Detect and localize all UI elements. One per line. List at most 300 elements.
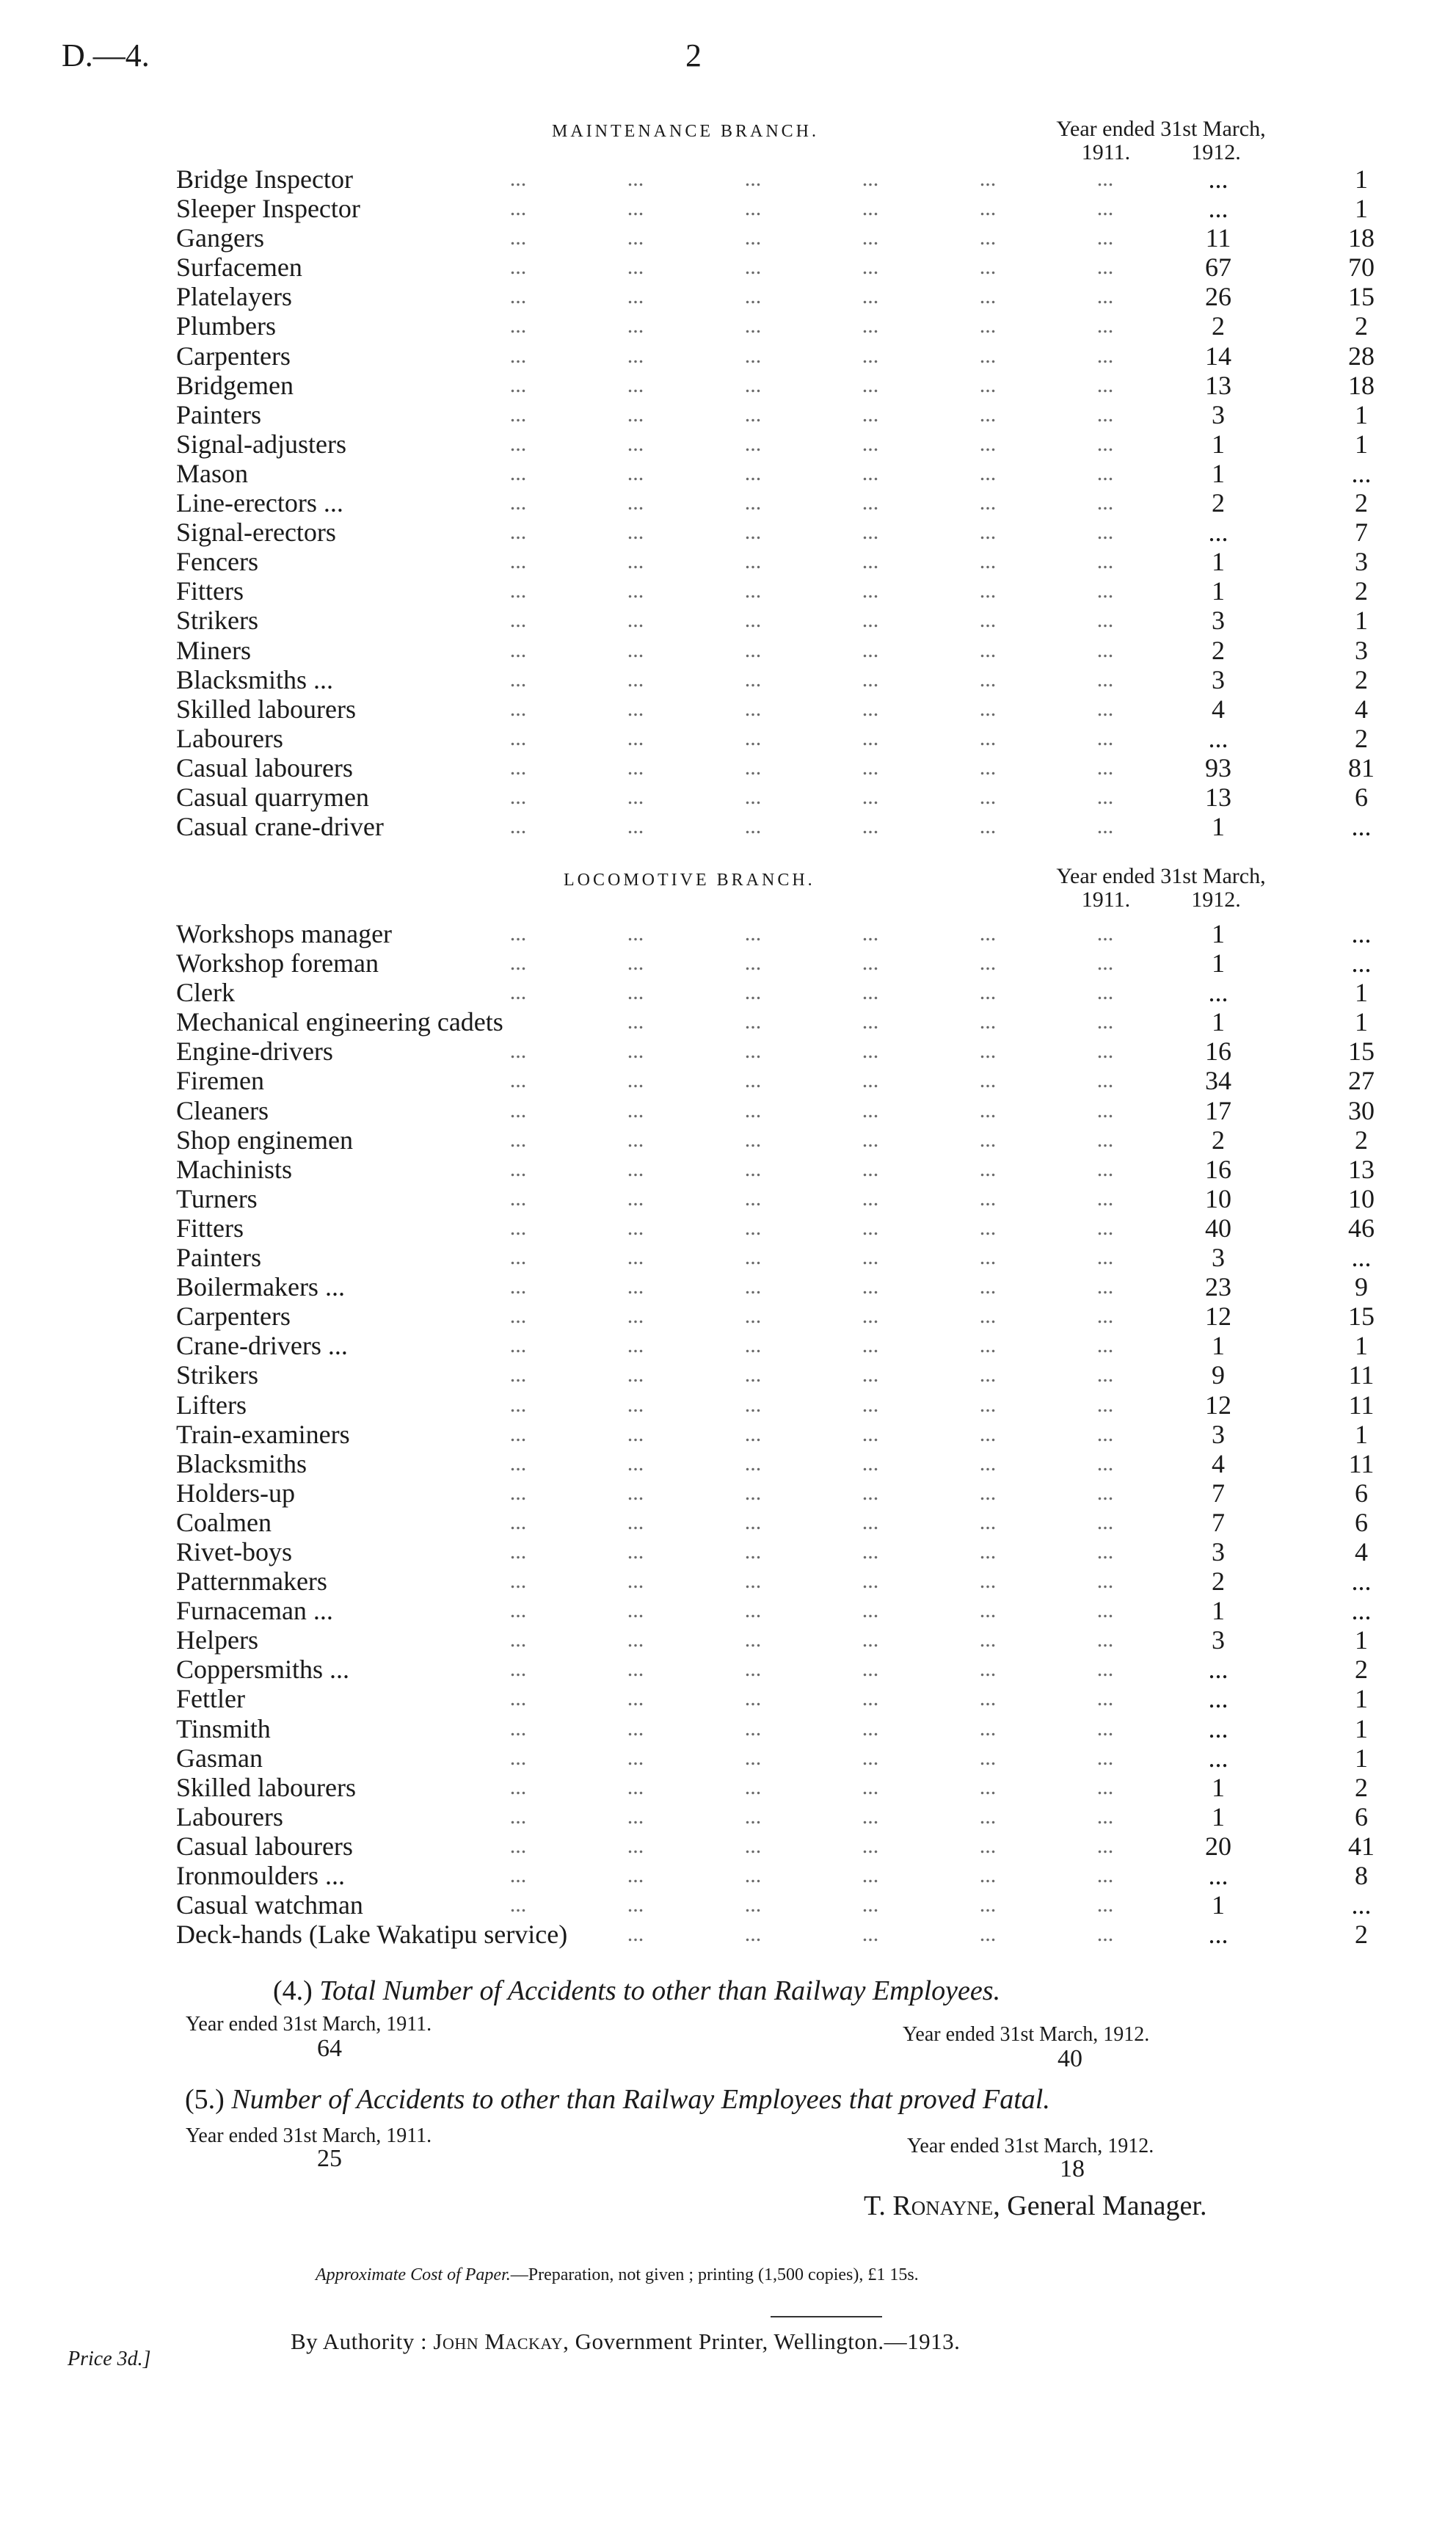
leader-dots: ... (744, 1333, 762, 1358)
section-title-text: Number of Accidents to other than Railway Employees that proved Fatal. (231, 2084, 1050, 2115)
leader-dots: ... (744, 1392, 762, 1417)
row-label: Crane-drivers ... (176, 1331, 348, 1361)
value-1912: 11 (1348, 1390, 1375, 1420)
leader-dots: ... (744, 520, 762, 545)
leader-dots: ... (744, 608, 762, 633)
leader-dots: ... (979, 784, 997, 809)
leader-dots: ... (979, 1097, 997, 1122)
value-1912: 1 (1355, 1713, 1368, 1743)
leader-dots: ... (744, 1039, 762, 1064)
leader-dots: ... (1096, 1068, 1114, 1093)
leader-dots: ... (744, 1097, 762, 1122)
value-1911: ... (1208, 1861, 1228, 1890)
leader-dots: ... (509, 1657, 527, 1682)
leader-dots: ... (627, 1097, 644, 1122)
cost-note (316, 2265, 919, 2285)
value-1911: 2 (1212, 1125, 1225, 1155)
value-1911: 2 (1212, 1567, 1225, 1597)
leader-dots: ... (627, 431, 644, 456)
value-1911: 1 (1212, 948, 1225, 979)
row-label: Plumbers (176, 311, 277, 341)
leader-dots: ... (627, 667, 644, 691)
leader-dots: ... (862, 1068, 879, 1093)
value-1912: 27 (1348, 1066, 1375, 1096)
leader-dots: ... (744, 951, 762, 976)
value-1911: 17 (1205, 1095, 1231, 1125)
leader-dots: ... (979, 1509, 997, 1534)
leader-dots: ... (627, 520, 644, 545)
leader-dots: ... (979, 1774, 997, 1799)
leader-dots: ... (1096, 431, 1114, 456)
table-row (176, 1713, 1368, 1743)
value-1911: 14 (1205, 341, 1231, 371)
leader-dots: ... (627, 1274, 644, 1299)
leader-dots: ... (1096, 225, 1114, 250)
value-1911: 3 (1212, 664, 1225, 694)
table-row (176, 1125, 1368, 1155)
leader-dots: ... (1096, 1215, 1114, 1240)
leader-dots: ... (979, 1392, 997, 1417)
accidents-total-1911-value: 64 (317, 2035, 342, 2062)
leader-dots: ... (1096, 1127, 1114, 1152)
accidents-total-title (273, 1975, 1000, 2007)
row-label: Surfacemen (176, 253, 302, 283)
value-1911: 3 (1212, 1625, 1225, 1655)
table-row (176, 1596, 1372, 1626)
leader-dots: ... (1096, 1421, 1114, 1446)
value-1911: 1 (1212, 919, 1225, 948)
leader-dots: ... (1096, 951, 1114, 976)
leader-dots: ... (744, 980, 762, 1005)
leader-dots: ... (509, 1039, 527, 1064)
leader-dots: ... (509, 578, 527, 603)
leader-dots: ... (509, 1245, 527, 1270)
leader-dots: ... (862, 980, 879, 1005)
row-label: Ironmoulders ... (176, 1861, 345, 1890)
authority-suffix: , Government Printer, Wellington.—1913. (563, 2328, 961, 2354)
leader-dots: ... (1096, 1569, 1114, 1594)
table-row (176, 1066, 1375, 1096)
leader-dots: ... (1096, 1392, 1114, 1417)
leader-dots: ... (744, 1892, 762, 1917)
row-label: Casual quarrymen (176, 782, 369, 812)
leader-dots: ... (862, 1598, 879, 1623)
value-1912: 1 (1355, 429, 1368, 459)
leader-dots: ... (744, 1686, 762, 1711)
leader-dots: ... (1096, 1774, 1114, 1799)
value-1912: 30 (1348, 1095, 1375, 1125)
leader-dots: ... (979, 225, 997, 250)
value-1912: 1 (1355, 978, 1368, 1008)
row-label: Strikers (176, 1360, 258, 1390)
accidents-total-1912-label: Year ended 31st March, 1912. (903, 2023, 1150, 2046)
leader-dots: ... (1096, 1804, 1114, 1829)
row-label: Patternmakers (176, 1567, 327, 1597)
leader-dots: ... (1096, 725, 1114, 750)
value-1912: 18 (1348, 223, 1375, 253)
table-row (176, 458, 1372, 488)
leader-dots: ... (979, 196, 997, 221)
table-row (176, 1360, 1375, 1390)
row-label: Painters (176, 399, 261, 429)
value-1912: 9 (1355, 1272, 1368, 1302)
leader-dots: ... (509, 431, 527, 456)
value-1911: 23 (1205, 1272, 1231, 1302)
leader-dots: ... (627, 284, 644, 309)
leader-dots: ... (509, 1569, 527, 1594)
leader-dots: ... (862, 1421, 879, 1446)
row-label: Signal-adjusters (176, 429, 346, 459)
value-1912: 2 (1355, 1655, 1368, 1685)
leader-dots: ... (979, 1804, 997, 1829)
leader-dots: ... (862, 284, 879, 309)
value-1912: 1 (1355, 399, 1368, 429)
leader-dots: ... (979, 1745, 997, 1770)
table-row (176, 1390, 1375, 1420)
leader-dots: ... (862, 1392, 879, 1417)
leader-dots: ... (509, 549, 527, 574)
leader-dots: ... (627, 1716, 644, 1740)
leader-dots: ... (979, 637, 997, 662)
table-row (176, 488, 1368, 518)
row-label: Blacksmiths (176, 1448, 307, 1478)
leader-dots: ... (509, 1186, 527, 1210)
value-1911: 93 (1205, 752, 1231, 783)
leader-dots: ... (744, 696, 762, 721)
leader-dots: ... (862, 578, 879, 603)
table-row (176, 1213, 1375, 1243)
leader-dots: ... (1096, 1598, 1114, 1623)
leader-dots: ... (627, 1333, 644, 1358)
leader-dots: ... (862, 1097, 879, 1122)
leader-dots: ... (979, 1304, 997, 1329)
leader-dots: ... (979, 1833, 997, 1858)
value-1911: 13 (1205, 782, 1231, 812)
leader-dots: ... (862, 167, 879, 191)
leader-dots: ... (744, 755, 762, 780)
row-label: Fettler (176, 1684, 245, 1714)
row-label: Casual labourers (176, 1831, 353, 1861)
leader-dots: ... (627, 402, 644, 426)
leader-dots: ... (979, 490, 997, 515)
leader-dots: ... (509, 1539, 527, 1564)
value-1911: 1 (1212, 458, 1225, 488)
leader-dots: ... (509, 1392, 527, 1417)
leader-dots: ... (744, 1304, 762, 1329)
row-label: Boilermakers ... (176, 1272, 345, 1302)
value-1912: 46 (1348, 1213, 1375, 1243)
leader-dots: ... (744, 1215, 762, 1240)
row-label: Workshops manager (176, 919, 393, 948)
row-label: Engine-drivers (176, 1037, 333, 1067)
leader-dots: ... (627, 1421, 644, 1446)
leader-dots: ... (979, 578, 997, 603)
leader-dots: ... (627, 225, 644, 250)
value-1912: 4 (1355, 1536, 1368, 1567)
leader-dots: ... (627, 1156, 644, 1181)
leader-dots: ... (979, 431, 997, 456)
value-1911: 3 (1212, 399, 1225, 429)
leader-dots: ... (862, 1215, 879, 1240)
leader-dots: ... (509, 696, 527, 721)
document-reference: D.—4. (62, 37, 150, 73)
value-1911: 1 (1212, 547, 1225, 577)
value-1911: 1 (1212, 1596, 1225, 1626)
leader-dots: ... (509, 1156, 527, 1181)
row-label: Bridge Inspector (176, 164, 353, 194)
value-1911: 67 (1205, 253, 1231, 283)
leader-dots: ... (744, 1539, 762, 1564)
value-1912: 8 (1355, 1861, 1368, 1890)
leader-dots: ... (862, 1186, 879, 1210)
leader-dots: ... (509, 1480, 527, 1505)
leader-dots: ... (1096, 313, 1114, 338)
value-1912: 1 (1355, 1331, 1368, 1361)
leader-dots: ... (979, 951, 997, 976)
leader-dots: ... (627, 343, 644, 368)
year-1912-label: 1912. (1191, 140, 1241, 164)
value-1912: 1 (1355, 194, 1368, 224)
leader-dots: ... (744, 1156, 762, 1181)
leader-dots: ... (979, 1421, 997, 1446)
value-1912: 2 (1355, 723, 1368, 753)
leader-dots: ... (509, 608, 527, 633)
leader-dots: ... (979, 1598, 997, 1623)
table-row (176, 1890, 1372, 1920)
row-label: Casual watchman (176, 1890, 363, 1920)
leader-dots: ... (509, 980, 527, 1005)
leader-dots: ... (862, 1863, 879, 1887)
value-1912: ... (1351, 812, 1372, 842)
table-row (176, 812, 1372, 842)
leader-dots: ... (627, 755, 644, 780)
cost-label: Approximate Cost of Paper. (316, 2265, 511, 2284)
accidents-total-1912-value: 40 (1058, 2045, 1082, 2072)
table-row (176, 429, 1368, 459)
leader-dots: ... (1096, 755, 1114, 780)
leader-dots: ... (862, 1274, 879, 1299)
leader-dots: ... (744, 784, 762, 809)
value-1911: 4 (1212, 1448, 1225, 1478)
leader-dots: ... (862, 431, 879, 456)
value-1911: 11 (1205, 223, 1231, 253)
value-1912: 6 (1355, 1801, 1368, 1832)
row-label: Lifters (176, 1390, 247, 1420)
value-1912: 1 (1355, 1743, 1368, 1773)
value-1912: 15 (1348, 282, 1375, 312)
leader-dots: ... (862, 1569, 879, 1594)
table-row (176, 194, 1368, 224)
year-1911-label: 1911. (1081, 887, 1131, 912)
table-row (176, 1861, 1368, 1890)
leader-dots: ... (862, 1509, 879, 1534)
leader-dots: ... (862, 1127, 879, 1152)
leader-dots: ... (862, 1892, 879, 1917)
leader-dots: ... (862, 402, 879, 426)
row-label: Helpers (176, 1625, 258, 1655)
table-row (176, 1567, 1372, 1597)
leader-dots: ... (862, 1627, 879, 1652)
leader-dots: ... (744, 1068, 762, 1093)
leader-dots: ... (1096, 1097, 1114, 1122)
value-1911: 16 (1205, 1154, 1231, 1184)
table-row (176, 1302, 1375, 1332)
table-row (176, 1507, 1368, 1537)
leader-dots: ... (979, 1009, 997, 1034)
leader-dots: ... (1096, 1156, 1114, 1181)
row-label: Carpenters (176, 1302, 291, 1332)
row-label: Gangers (176, 223, 264, 253)
row-label: Clerk (176, 978, 235, 1008)
leader-dots: ... (1096, 1627, 1114, 1652)
year-heading-label: Year ended 31st March, (1056, 117, 1266, 141)
leader-dots: ... (979, 1362, 997, 1387)
section-title-text: Total Number of Accidents to other than Railway Employees. (319, 1975, 1001, 2006)
leader-dots: ... (744, 1598, 762, 1623)
leader-dots: ... (979, 313, 997, 338)
leader-dots: ... (979, 1539, 997, 1564)
value-1912: 1 (1355, 1007, 1368, 1037)
leader-dots: ... (744, 1451, 762, 1475)
row-label: Blacksmiths ... (176, 664, 333, 694)
table-row (176, 311, 1368, 341)
value-1911: ... (1208, 1743, 1228, 1773)
leader-dots: ... (509, 1068, 527, 1093)
value-1912: 15 (1348, 1037, 1375, 1067)
value-1911: 7 (1212, 1478, 1225, 1508)
leader-dots: ... (509, 1804, 527, 1829)
leader-dots: ... (509, 490, 527, 515)
table-row (176, 341, 1375, 371)
value-1911: 1 (1212, 1890, 1225, 1920)
leader-dots: ... (979, 343, 997, 368)
leader-dots: ... (1096, 696, 1114, 721)
leader-dots: ... (862, 1245, 879, 1270)
leader-dots: ... (627, 980, 644, 1005)
leader-dots: ... (979, 1716, 997, 1740)
leader-dots: ... (979, 1627, 997, 1652)
leader-dots: ... (744, 1009, 762, 1034)
table-row (176, 1831, 1375, 1861)
value-1912: 1 (1355, 164, 1368, 194)
value-1911: 7 (1212, 1507, 1225, 1537)
leader-dots: ... (509, 1716, 527, 1740)
leader-dots: ... (744, 1627, 762, 1652)
value-1911: 1 (1212, 1772, 1225, 1802)
signatory-name: T. Ronayne (864, 2190, 994, 2221)
leader-dots: ... (509, 255, 527, 280)
leader-dots: ... (744, 1245, 762, 1270)
accidents-fatal-1911-value: 25 (317, 2145, 342, 2172)
printer-name: John Mackay (433, 2328, 564, 2354)
leader-dots: ... (744, 284, 762, 309)
leader-dots: ... (509, 343, 527, 368)
table-row (176, 1801, 1368, 1832)
leader-dots: ... (627, 1745, 644, 1770)
leader-dots: ... (744, 1127, 762, 1152)
leader-dots: ... (744, 1480, 762, 1505)
leader-dots: ... (979, 980, 997, 1005)
leader-dots: ... (744, 1362, 762, 1387)
leader-dots: ... (862, 1451, 879, 1475)
value-1911: 1 (1212, 1007, 1225, 1037)
leader-dots: ... (744, 549, 762, 574)
value-1911: 1 (1212, 1331, 1225, 1361)
row-label: Skilled labourers (176, 694, 356, 724)
value-1912: ... (1351, 919, 1372, 948)
maintenance-table (176, 164, 1375, 842)
leader-dots: ... (1096, 921, 1114, 945)
table-row (176, 1183, 1375, 1213)
leader-dots: ... (627, 196, 644, 221)
value-1911: 1 (1212, 1801, 1225, 1832)
leader-dots: ... (1096, 1362, 1114, 1387)
leader-dots: ... (509, 1627, 527, 1652)
value-1911: 26 (1205, 282, 1231, 312)
leader-dots: ... (862, 1804, 879, 1829)
value-1911: 2 (1212, 488, 1225, 518)
leader-dots: ... (509, 1097, 527, 1122)
leader-dots: ... (744, 1922, 762, 1947)
value-1911: 3 (1212, 1536, 1225, 1567)
value-1911: 12 (1205, 1302, 1231, 1332)
authority-line (291, 2328, 960, 2355)
value-1911: 1 (1212, 812, 1225, 842)
value-1912: 2 (1355, 488, 1368, 518)
table-row (176, 919, 1372, 948)
value-1912: 1 (1355, 606, 1368, 636)
leader-dots: ... (979, 1863, 997, 1887)
leader-dots: ... (1096, 460, 1114, 485)
leader-dots: ... (744, 1863, 762, 1887)
leader-dots: ... (627, 696, 644, 721)
table-row (176, 1154, 1375, 1184)
leader-dots: ... (509, 667, 527, 691)
leader-dots: ... (627, 1304, 644, 1329)
leader-dots: ... (509, 167, 527, 191)
leader-dots: ... (627, 1039, 644, 1064)
leader-dots: ... (1096, 402, 1114, 426)
leader-dots: ... (862, 1922, 879, 1947)
value-1912: ... (1351, 1243, 1372, 1273)
leader-dots: ... (509, 784, 527, 809)
leader-dots: ... (627, 578, 644, 603)
leader-dots: ... (509, 372, 527, 397)
leader-dots: ... (627, 167, 644, 191)
leader-dots: ... (1096, 1245, 1114, 1270)
leader-dots: ... (744, 814, 762, 839)
leader-dots: ... (744, 1186, 762, 1210)
year-heading-label: Year ended 31st March, (1056, 864, 1266, 888)
table-row (176, 694, 1368, 724)
leader-dots: ... (509, 755, 527, 780)
table-row (176, 1007, 1368, 1037)
value-1912: 7 (1355, 518, 1368, 548)
maintenance-title: MAINTENANCE BRANCH. (552, 122, 819, 141)
leader-dots: ... (862, 1686, 879, 1711)
leader-dots: ... (979, 549, 997, 574)
value-1912: 4 (1355, 694, 1368, 724)
value-1911: 16 (1205, 1037, 1231, 1067)
value-1911: 2 (1212, 311, 1225, 341)
leader-dots: ... (979, 608, 997, 633)
leader-dots: ... (1096, 1186, 1114, 1210)
table-row (176, 223, 1375, 253)
table-row (176, 282, 1375, 312)
leader-dots: ... (744, 196, 762, 221)
value-1911: 3 (1212, 1243, 1225, 1273)
value-1912: ... (1351, 1890, 1372, 1920)
